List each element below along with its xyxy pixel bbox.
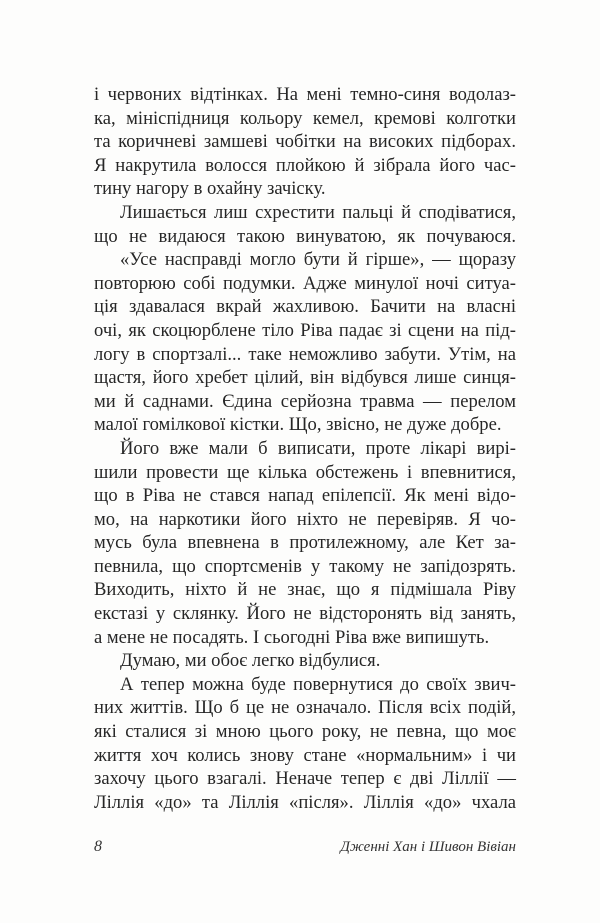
text-line: Лишається лиш схрестити пальці й сподіватися, [120, 201, 516, 223]
text-line: шили провести ще кілька обстежень і впевнитися, [94, 461, 516, 483]
text-line: і червоних відтінках. На мені темно-синя водолаз- [94, 84, 516, 105]
text-line: Ліллія «до» та Ліллія «після». Ліллія «до» чхала [94, 791, 516, 813]
text-line: які сталися зі мною цього року, не певна, що моє [94, 721, 516, 743]
running-title: Дженні Хан і Шивон Вівіан [340, 839, 516, 855]
page-number: 8 [94, 838, 102, 855]
text-line: що в Ріва не стався напад епілепсії. Як мені відо- [94, 485, 516, 507]
page-body-text [94, 83, 516, 814]
text-line: та коричневі замшеві чобітки на високих підборах. [94, 131, 516, 153]
text-line: певнила, що спортсменів у такому не запідозрять. [94, 555, 516, 577]
text-line: що не видаюся такою винуватою, як почуваюся. [94, 225, 516, 247]
text-line: Його вже мали б виписати, проте лікарі вирі- [120, 437, 516, 459]
text-line: ми й саднами. Єдина серйозна травма — перелом [94, 390, 516, 412]
text-line: них життів. Що б це не означало. Після всіх подій, [94, 697, 516, 719]
text-line: захочу цього взагалі. Неначе тепер є дві Ліллії — [94, 768, 516, 790]
page-footer [94, 838, 516, 856]
text-line: мусь була впевнена в протилежному, але Кет за- [94, 532, 516, 554]
text-line: малої гомілкової кістки. Що, звісно, не дуже добре. [94, 414, 502, 436]
text-line: а мене не посадять. І сьогодні Ріва вже випишуть. [94, 626, 490, 648]
text-line: «Усе насправді могло бути й гірше», — щоразу [120, 249, 516, 271]
text-line: ка, мініспідниця кольору кемел, кремові колготки [94, 107, 516, 129]
text-line: мо, на наркотики його ніхто не перевіряв. Я чо- [94, 508, 516, 530]
text-line: щастя, його хребет цілий, він відбувся лише синця- [94, 367, 516, 389]
text-line: очі, як скоцюрблене тіло Ріва падає зі сцени на під- [94, 319, 516, 341]
text-line: А тепер можна буде повернутися до своїх звич- [120, 673, 516, 695]
text-line: Виходить, ніхто й не знає, що я підмішала Ріву [94, 579, 516, 601]
text-line: логу в спортзалі... таке неможливо забути. Утім, на [94, 343, 516, 365]
text-line: повторюю собі подумки. Адже минулої ночі ситуа- [94, 272, 516, 294]
text-line: життя хоч колись знову стане «нормальним» і чи [94, 744, 516, 766]
text-line: ція здавалася вкрай жахливою. Бачити на власні [94, 296, 516, 318]
text-line: екстазі у склянку. Його не відсторонять від занять, [94, 603, 516, 625]
text-line: Думаю, ми обоє легко відбулися. [120, 650, 381, 672]
text-line: Я накрутила волосся плойкою й зібрала його час- [94, 154, 516, 176]
text-line: тину нагору в охайну зачіску. [94, 178, 326, 200]
